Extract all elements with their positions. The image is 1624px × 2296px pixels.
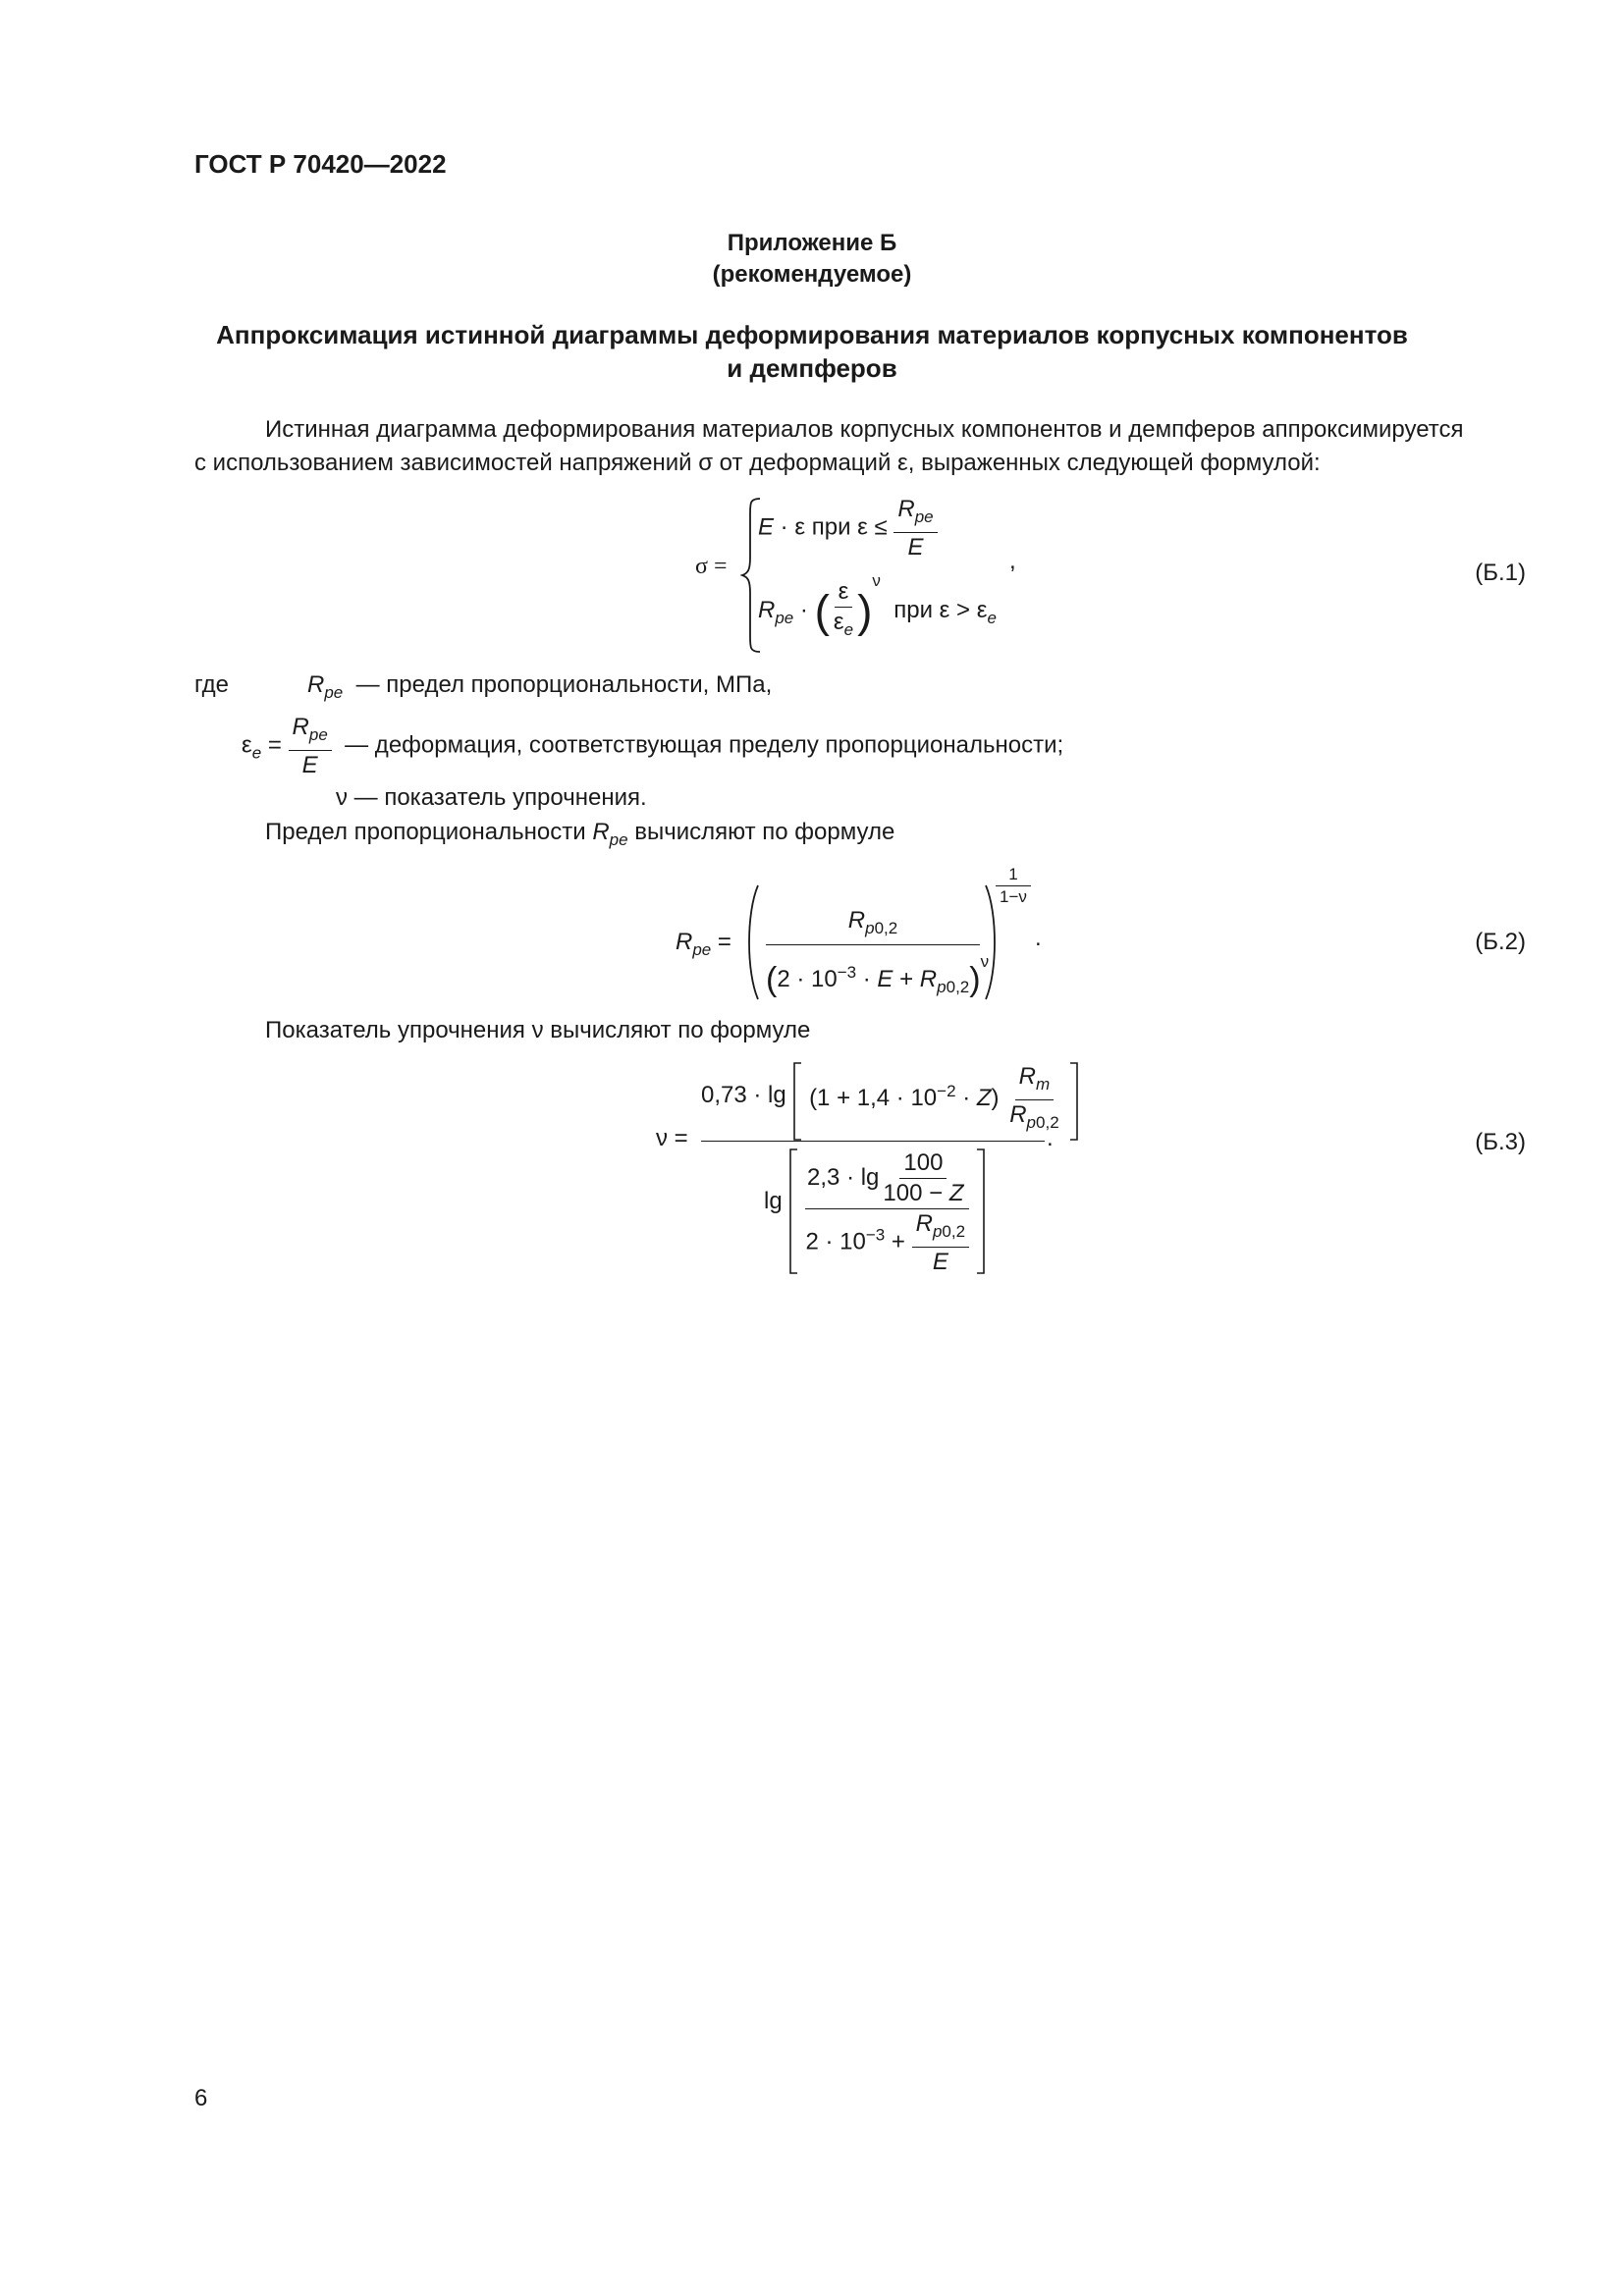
rpe-intro-after: вычисляют по формуле xyxy=(634,819,895,845)
formula-b3-denominator: lg 2,3 · lg $\frac{100}{100 - Z}$ $2 \cdot 10^{-3}$ + $\frac{R_{p0,2}}{E}$ xyxy=(764,1148,986,1277)
document-header: ГОСТ Р 70420—2022 xyxy=(194,149,447,179)
formula-b1-comma: , xyxy=(1009,548,1016,574)
section-title-line2: и демпферов xyxy=(727,353,897,383)
appendix-status: (рекомендуемое) xyxy=(712,261,912,288)
intro-line2: с использованием зависимостей напряжений σ от деформаций ε, выраженных следующей формулой: xyxy=(194,450,1321,476)
where-item-rpe-desc: — предел пропорциональности, МПа, xyxy=(355,671,773,698)
where-item-nu-desc: — показатель упрочнения. xyxy=(353,784,647,811)
appendix-label: Приложение Б xyxy=(727,230,897,256)
where-item-nu-symbol: ν xyxy=(336,784,348,811)
formula-b1-case1-cond: при ε ≤ xyxy=(811,513,888,541)
formula-b3-numerator: $0,73 \cdot \lg (1 + 1,4 \cdot 10^{-2} \cdot Z)$ $\frac{R_m}{R_{p0,2}}$ xyxy=(701,1062,1079,1141)
where-item-epsilon-e: $\varepsilon_e$ = $\frac{R_{pe}}{E}$ — деформация, соответствующая пределу пропорциональности; xyxy=(242,714,1064,778)
section-title-line1: Аппроксимация истинной диаграммы деформирования материалов корпусных компонентов xyxy=(216,320,1408,349)
where-item-rpe: $R_{pe}$ — предел пропорциональности, МПа, xyxy=(307,671,773,702)
left-paren-icon xyxy=(742,883,762,1001)
formula-b1-number: (Б.1) xyxy=(1475,560,1526,586)
formula-b2-numerator: $R_{p0,2}$ xyxy=(847,907,898,937)
section-title xyxy=(0,318,1624,385)
formula-b1 xyxy=(695,493,1049,650)
formula-b3: ν = $0,73 \cdot \lg (1 + 1,4 \cdot 10^{-2} \cdot Z)$ $\frac{R_m}{R_{p0,2}}$ . lg 2,3 · lg $\frac{100}{100 - Z}$ $2 \cdot 10^{-3}$ + $\frac{R_{p0,2}}{E}$ xyxy=(656,1062,1068,1278)
where-word: где xyxy=(194,671,230,698)
formula-b1-lhs: σ = xyxy=(695,554,728,579)
where-item-nu xyxy=(336,784,647,812)
page-number: 6 xyxy=(194,2085,208,2111)
formula-b2-denominator: $(2 \cdot 10^{-3} \cdot E + R_{p0,2})^\nu$ xyxy=(766,952,990,999)
nu-intro: Показатель упрочнения ν вычисляют по формуле xyxy=(265,1017,811,1043)
formula-b3-number: (Б.3) xyxy=(1475,1129,1526,1155)
formula-b1-case1: E · ε при ε ≤ $\frac{R_{pe}}{E}$ xyxy=(758,495,938,562)
formula-b2-exponent: 1 1−ν xyxy=(996,864,1031,908)
formula-b1-case2: $R_{pe}$ · ( $\frac{\varepsilon}{\varepsilon_e}$ )$^\nu$ при $\varepsilon > \varepsilon_e$ xyxy=(758,571,997,640)
where-item-epsilon-e-desc: — деформация, соответствующая пределу пропорциональности; xyxy=(345,731,1064,759)
intro-line1: Истинная диаграмма деформирования материалов корпусных компонентов и демпферов аппроксимируется xyxy=(265,416,1464,443)
formula-b2-number: (Б.2) xyxy=(1475,929,1526,955)
formula-b3-fraction-bar xyxy=(701,1141,1045,1142)
intro-paragraph xyxy=(194,413,1526,480)
formula-b1-case2-cond: при ε > ε xyxy=(893,597,988,623)
formula-b2-fraction-bar xyxy=(766,944,980,945)
appendix-heading xyxy=(0,228,1624,291)
formula-b2: $R_{pe}$ = $R_{p0,2}$ $(2 \cdot 10^{-3} \cdot E + R_{p0,2})^\nu$ 1 1−ν . xyxy=(676,864,1068,1011)
rpe-intro-before: Предел пропорциональности xyxy=(265,819,586,845)
rpe-intro: Предел пропорциональности $R_{pe}$ вычисляют по формуле xyxy=(265,819,895,849)
